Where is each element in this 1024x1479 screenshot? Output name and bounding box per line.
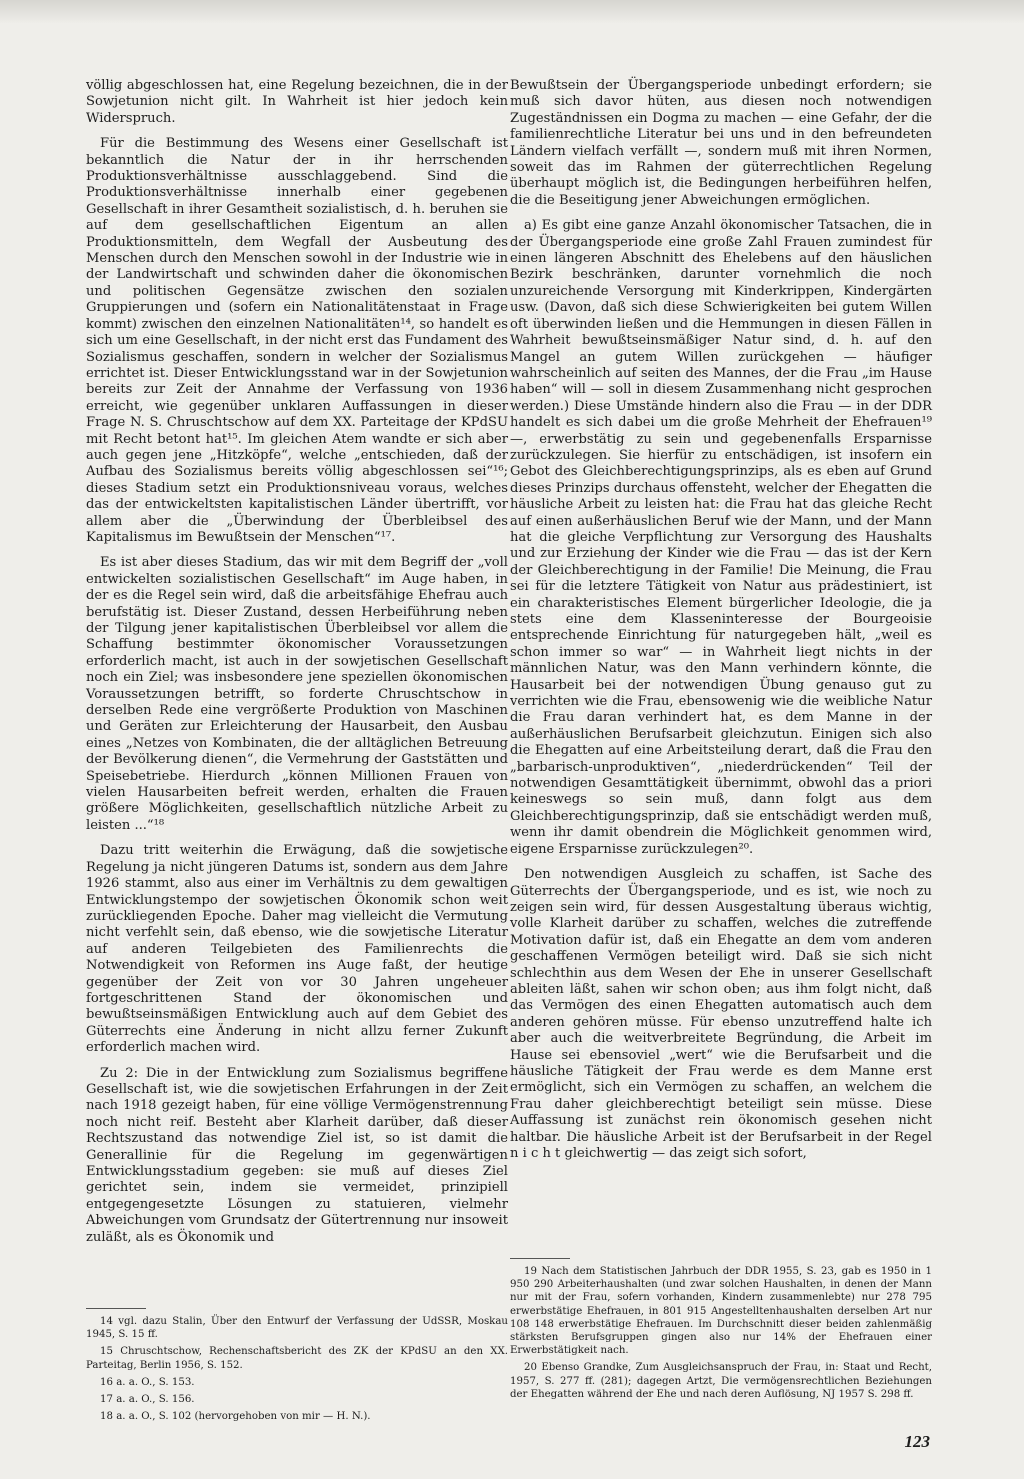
right-text-column bbox=[510, 78, 932, 1171]
footnote-divider bbox=[86, 1308, 146, 1309]
body-paragraph: Für die Bestimmung des Wesens einer Gesellschaft ist bekanntlich die Natur der in ihr herrschenden Produktionsverhältnisse ausschlaggebend. Sind die Produktionsverhältnisse innerhalb einer gegebenen Gesellschaft in ihrer Gesamtheit sozialistisch, d. h. beruhen sie auf dem gesellschaftlichen Eigentum an allen Produktionsmitteln, dem Wegfall der Ausbeutung des Menschen durch den Menschen sowohl in der Industrie wie in der Landwirtschaft und schwinden daher die ökonomischen und politischen Gegensätze zwischen den sozialen Gruppierungen und (sofern ein Nationalitätenstaat in Frage kommt) zwischen den einzelnen Nationalitäten¹⁴, so handelt es sich um eine Gesellschaft, in der nicht erst das Fundament des Sozialismus geschaffen, sondern in welcher der Sozialismus errichtet ist. Dieser Entwicklungsstand war in der Sowjetunion bereits zur Zeit der Annahme der Verfassung von 1936 erreicht, wie gegenüber unklaren Auffassungen in dieser Frage N. S. Chruschtschow auf dem XX. Parteitage der KPdSU mit Recht betont hat¹⁵. Im gleichen Atem wandte er sich aber auch gegen jene „Hitzköpfe“, welche „entschieden, daß der Aufbau des Sozialismus bereits völlig abgeschlossen sei“¹⁶; dieses Stadium setzt ein Produktionsniveau voraus, welches das der entwickeltsten kapitalistischen Länder übertrifft, vor allem aber die „Überwindung der Überbleibsel des Kapitalismus im Bewußtsein der Menschen“¹⁷. bbox=[86, 136, 508, 545]
right-footnotes bbox=[510, 1252, 932, 1405]
page-edge-shadow bbox=[0, 0, 1024, 24]
body-paragraph: Den notwendigen Ausgleich zu schaffen, ist Sache des Güterrechts der Übergangsperiode, und es ist, wie noch zu zeigen sein wird, für dessen Ausgestaltung überaus wichtig, volle Klarheit darüber zu schaffen, welches die zutreffende Motivation dafür ist, daß ein Ehegatte an dem vom anderen geschaffenen Vermögen beteiligt wird. Daß sie sich nicht schlechthin aus dem Wesen der Ehe in unserer Gesellschaft ableiten läßt, sahen wir schon oben; aus ihm folgt nicht, daß das Vermögen des einen Ehegatten automatisch auch dem anderen gehören müsse. Für ebenso unzutreffend halte ich aber auch die weitverbreitete Begründung, die Arbeit im Hause sei ebensoviel „wert“ wie die Berufsarbeit und die häusliche Tätigkeit der Frau werde es dem Manne erst ermöglicht, sich ein Vermögen zu schaffen, an welchem die Frau daher gleichberechtigt beteiligt sein müsse. Diese Auffassung ist zunächst rein ökonomisch gesehen nicht haltbar. Die häusliche Arbeit ist der Berufsarbeit in der Regel n i c h t gleichwertig — das zeigt sich sofort, bbox=[510, 867, 932, 1161]
footnote: 18 a. a. O., S. 102 (hervorgehoben von mir — H. N.). bbox=[100, 1411, 371, 1423]
footnote: 17 a. a. O., S. 156. bbox=[100, 1394, 195, 1406]
body-paragraph: Zu 2: Die in der Entwicklung zum Sozialismus begriffene Gesellschaft ist, wie die sowjetischen Erfahrungen in der Zeit nach 1918 gezeigt haben, für eine völlige Vermögenstrennung noch nicht reif. Besteht aber Klarheit darüber, daß dieser Rechtszustand das notwendige Ziel ist, so ist damit die Generallinie für die Regelung im gegenwärtigen Entwicklungsstadium gegeben: sie muß auf dieses Ziel gerichtet sein, indem sie vermeidet, prinzipiell entgegengesetzte Lösungen zu statuieren, vielmehr Abweichungen vom Grundsatz der Gütertrennung nur insoweit zuläßt, als es Ökonomik und bbox=[86, 1065, 508, 1245]
page-number: 123 bbox=[904, 1432, 930, 1451]
footnote: 16 a. a. O., S. 153. bbox=[100, 1376, 195, 1388]
body-paragraph: Es ist aber dieses Stadium, das wir mit dem Begriff der „voll entwickelten sozialistischen Gesellschaft“ im Auge haben, in der es die Regel sein wird, daß die arbeitsfähige Ehefrau auch berufstätig ist. Dieser Zustand, dessen Herbeiführung neben der Tilgung jener kapitalistischen Überbleibsel vor allem die Schaffung bestimmter ökonomischer Voraussetzungen erforderlich macht, ist auch in der sowjetischen Gesellschaft noch ein Ziel; was insbesondere jene speziellen ökonomischen Voraussetzungen betrifft, so forderte Chruschtschow in derselben Rede eine vergrößerte Produktion von Maschinen und Geräten zur Erleichterung der Hausarbeit, den Ausbau eines „Netzes von Kombinaten, die der alltäglichen Betreuung der Bevölkerung dienen“, die Vermehrung der Gaststätten und Speisebetriebe. Hierdurch „können Millionen Frauen von vielen Hausarbeiten befreit werden, erhalten die Frauen größere Möglichkeiten, gesellschaftlich nützliche Arbeit zu leisten ...“¹⁸ bbox=[86, 555, 508, 833]
body-paragraph: Bewußtsein der Übergangsperiode unbedingt erfordern; sie muß sich davor hüten, aus diesen noch notwendigen Zugeständnissen ein Dogma zu machen — eine Gefahr, der die familienrechtliche Literatur bei uns und in den befreundeten Ländern vielfach verfällt —, sondern muß mit ihren Normen, soweit das im Rahmen der güterrechtlichen Regelung überhaupt möglich ist, die Bedingungen herbeiführen helfen, die die Beseitigung jener Abweichungen ermöglichen. bbox=[510, 78, 932, 208]
footnote: 14 vgl. dazu Stalin, Über den Entwurf der Verfassung der UdSSR, Moskau 1945, S. 15 ff. bbox=[86, 1316, 508, 1341]
footnote: 19 Nach dem Statistischen Jahrbuch der DDR 1955, S. 23, gab es 1950 in 1 950 290 Arbeiterhaushalten (und zwar solchen Haushalten, in denen der Mann nur mit der Frau, sofern vorhanden, Kindern zusammenlebte) nur 278 795 erwerbstätige Ehefrauen, in 801 915 Angestelltenhaushalten derselben Art nur 108 148 erwerbstätige Ehefrauen. Im Durchschnitt dieser beiden zahlenmäßig stärksten Berufsgruppen gingen also nur 14% der Ehefrauen einer Erwerbstätigkeit nach. bbox=[510, 1266, 932, 1357]
body-paragraph: völlig abgeschlossen hat, eine Regelung bezeichnen, die in der Sowjetunion nicht gilt. In Wahrheit ist hier jedoch kein Widerspruch. bbox=[86, 78, 508, 126]
footnote: 20 Ebenso Grandke, Zum Ausgleichsanspruch der Frau, in: Staat und Recht, 1957, S. 277 ff. (281); dagegen Artzt, Die vermögensrechtlichen Beziehungen der Ehegatten während der Ehe und nach deren Auflösung, NJ 1957 S. 298 ff. bbox=[510, 1362, 932, 1400]
left-footnotes bbox=[86, 1302, 508, 1427]
footnote-divider bbox=[510, 1258, 570, 1259]
left-text-column bbox=[86, 78, 508, 1255]
footnote: 15 Chruschtschow, Rechenschaftsbericht des ZK der KPdSU an den XX. Parteitag, Berlin 1956, S. 152. bbox=[86, 1346, 508, 1371]
body-paragraph: Dazu tritt weiterhin die Erwägung, daß die sowjetische Regelung ja nicht jüngeren Datums ist, sondern aus dem Jahre 1926 stammt, also aus einer im Verhältnis zu dem gewaltigen Entwicklungstempo der sowjetischen Ökonomik schon weit zurückliegenden Epoche. Daher mag vielleicht die Vermutung nicht verfehlt sein, daß ebenso, wie die sowjetische Literatur auf anderen Teilgebieten des Familienrechts die Notwendigkeit von Reformen ins Auge faßt, der heutige gegenüber der Zeit von vor 30 Jahren ungeheuer fortgeschrittenen Stand der ökonomischen und bewußtseinsmäßigen Entwicklung auch auf dem Gebiet des Güterrechts eine Änderung in nicht allzu ferner Zukunft erforderlich machen wird. bbox=[86, 843, 508, 1056]
body-paragraph: a) Es gibt eine ganze Anzahl ökonomischer Tatsachen, die in der Übergangsperiode eine große Zahl Frauen zumindest für einen längeren Abschnitt des Ehelebens auf den häuslichen Bezirk beschränken, darunter vornehmlich die noch unzureichende Versorgung mit Kinderkrippen, Kindergärten usw. (Davon, daß sich diese Schwierigkeiten bei gutem Willen oft überwinden ließen und die Hemmungen in diesen Fällen in Wahrheit bewußtseinsmäßiger Natur sind, d. h. auf den Mangel an gutem Willen zurückgehen — häufiger wahrscheinlich auf seiten des Mannes, der die Frau „im Hause haben“ will — soll in diesem Zusammenhang nicht gesprochen werden.) Diese Umstände hindern also die Frau — in der DDR handelt es sich dabei um die große Mehrheit der Ehefrauen¹⁹ —, erwerbstätig zu sein und gegebenenfalls Ersparnisse zurückzulegen. Sie hierfür zu entschädigen, ist insofern ein Gebot des Gleichberechtigungsprinzips, als es eben auf Grund dieses Prinzips durchaus offensteht, welcher der Ehegatten die häusliche Arbeit zu leisten hat: die Frau hat das gleiche Recht auf einen außerhäuslichen Beruf wie der Mann, und der Mann hat die gleiche Verpflichtung zur Versorgung des Haushalts und zur Erziehung der Kinder wie die Frau — das ist der Kern der Gleichberechtigung in der Familie! Die Meinung, die Frau sei für die letztere Tätigkeit von Natur aus prädestiniert, ist ein charakteristisches Element bürgerlicher Ideologie, die ja stets eine dem Klasseninteresse der Bourgeoisie entsprechende Einrichtung für naturgegeben hält, „weil es schon immer so war“ — in Wahrheit liegt nichts in der männlichen Natur, was den Mann verhindern könnte, die Hausarbeit bei der notwendigen Übung genauso gut zu verrichten wie die Frau, ebensowenig wie die weibliche Natur die Frau daran verhindert hat, es dem Manne in der außerhäuslichen Berufsarbeit gleichzutun. Einigen sich also die Ehegatten auf eine Arbeitsteilung derart, daß die Frau den „barbarisch-unproduktiven“, „niederdrückenden“ Teil der notwendigen Gesamttätigkeit übernimmt, obwohl das a priori keineswegs so sein muß, dann folgt aus dem Gleichberechtigungsprinzip, daß sie entschädigt werden muß, wenn ihr damit obendrein die Möglichkeit genommen wird, eigene Ersparnisse zurückzulegen²⁰. bbox=[510, 218, 932, 857]
